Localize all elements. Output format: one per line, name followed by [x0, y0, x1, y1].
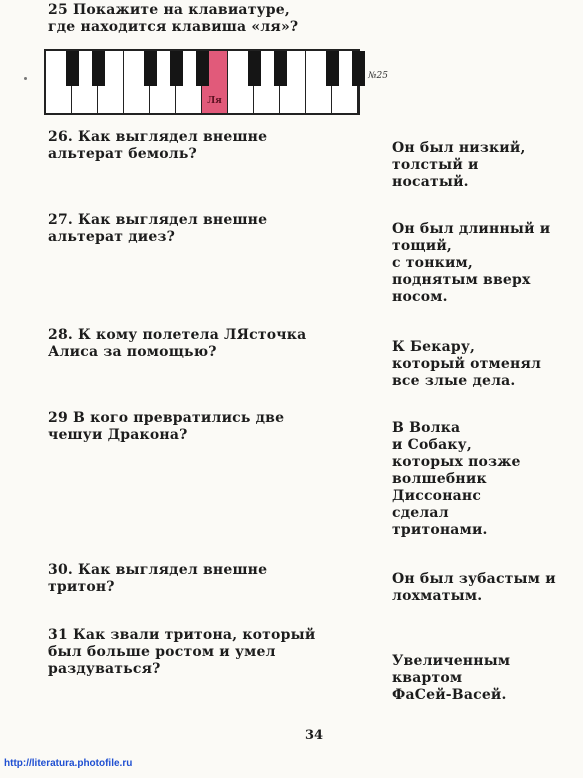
question-30: 30. Как выглядел внешне тритон? [48, 562, 268, 595]
black-key [274, 51, 287, 86]
question-25: 25 Покажите на клавиатуре, где находится клавиша «ля»? [48, 2, 299, 35]
keyboard-mark: №25 [368, 71, 388, 81]
black-key [66, 51, 79, 86]
piano-keyboard [44, 49, 360, 115]
answer-29: В Волка и Собаку, которых позже волшебник Диссонанс сделал тритонами. [392, 420, 521, 538]
black-key [92, 51, 105, 86]
watermark-url: http://literatura.photofile.ru [4, 758, 133, 769]
question-31: 31 Как звали тритона, который был больше ростом и умел раздуваться? [48, 627, 316, 677]
key-label: Ля [207, 96, 222, 106]
answer-28: К Бекару, который отменял все злые дела. [392, 339, 542, 389]
black-key [248, 51, 261, 86]
page-number: 34 [305, 728, 324, 743]
black-key [170, 51, 183, 86]
black-key [144, 51, 157, 86]
black-key [326, 51, 339, 86]
question-29: 29 В кого превратились две чешуи Дракона? [48, 410, 285, 443]
speck [24, 77, 27, 80]
answer-30: Он был зубастым и лохматым. [392, 571, 556, 604]
answer-31: Увеличенным квартом ФаСей-Васей. [392, 653, 511, 703]
black-key [352, 51, 365, 86]
answer-27: Он был длинный и тощий, с тонким, поднятым вверх носом. [392, 221, 551, 305]
question-26: 26. Как выглядел внешне альтерат бемоль? [48, 129, 268, 162]
black-key [196, 51, 209, 86]
question-28: 28. К кому полетела ЛЯсточка Алиса за помощью? [48, 327, 307, 360]
question-27: 27. Как выглядел внешне альтерат диез? [48, 212, 268, 245]
answer-26: Он был низкий, толстый и носатый. [392, 140, 526, 190]
